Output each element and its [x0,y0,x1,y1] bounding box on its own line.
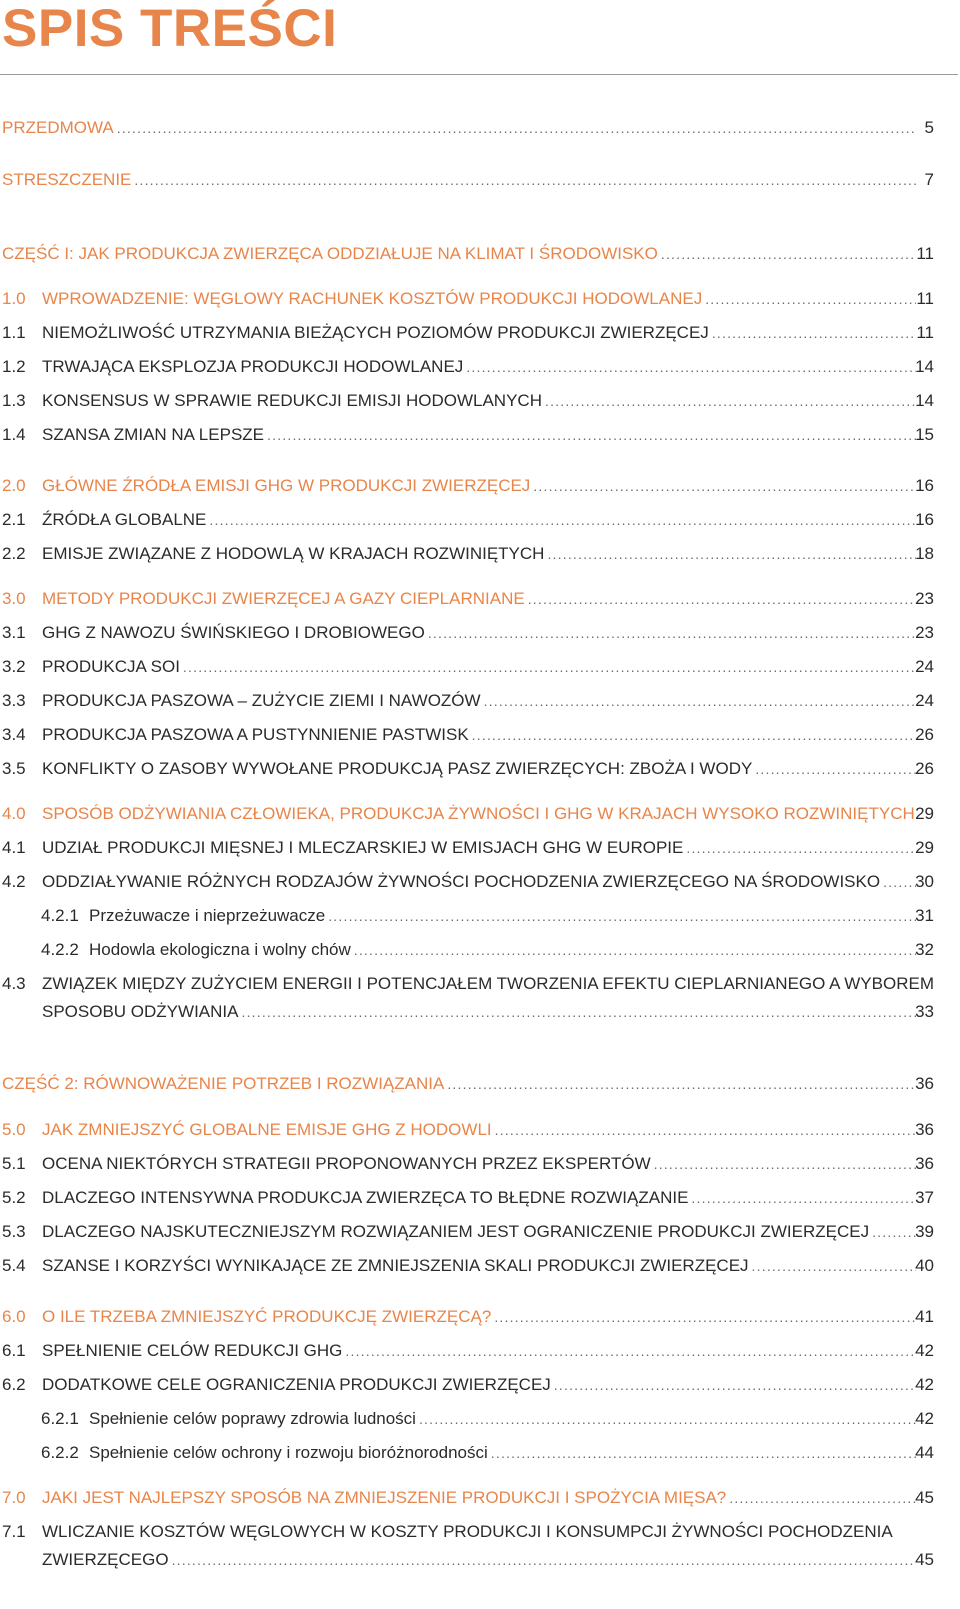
toc-entry-page: 45 [915,1550,934,1569]
dot-leader [183,653,916,681]
toc-entry-number: 5.0 [2,1120,26,1139]
toc-entry-page: 36 [915,1074,934,1093]
toc-entry-title: PRZEDMOWA [2,118,114,137]
toc-entry-title: DLACZEGO NAJSKUTECZNIEJSZYM ROZWIĄZANIEM JEST OGRANICZENIE PRODUKCJI ZWIERZĘCEJ [42,1222,870,1241]
toc-entry-title: ZWIĄZEK MIĘDZY ZUŻYCIEM ENERGII I POTENCJAŁEM TWORZENIA EFEKTU CIEPLARNIANEGO A WYBOREM [42,974,934,993]
dot-leader [209,506,916,534]
toc-entry-page: 29 [915,838,934,857]
toc-entry-number: 6.1 [2,1341,26,1360]
dot-leader [134,166,916,194]
dot-leader [705,285,916,313]
dot-leader [117,114,916,142]
toc-entry-page: 41 [915,1307,934,1326]
page-title: SPIS TREŚCI [2,0,338,58]
toc-entry-number: 3.0 [2,589,26,608]
dot-leader [472,721,916,749]
toc-entry-title: NIEMOŻLIWOŚĆ UTRZYMANIA BIEŻĄCYCH POZIOMÓW PRODUKCJI ZWIERZĘCEJ [42,323,709,342]
dot-leader [419,1405,916,1433]
dot-leader [528,585,916,613]
dot-leader [345,1337,916,1365]
toc-entry-title: METODY PRODUKCJI ZWIERZĘCEJ A GAZY CIEPLARNIANE [42,589,525,608]
toc-entry-title: ODDZIAŁYWANIE RÓŻNYCH RODZAJÓW ŻYWNOŚCI POCHODZENIA ZWIERZĘCEGO NA ŚRODOWISKO [42,872,881,891]
dot-leader [533,472,916,500]
toc-entry-page: 24 [915,691,934,710]
toc-entry-page: 31 [915,906,934,925]
dot-leader [484,687,916,715]
toc-entry-page: 26 [915,725,934,744]
toc-entry-number: 5.1 [2,1154,26,1173]
toc-entry-number: 1.2 [2,357,26,376]
toc-entry-page: 36 [915,1120,934,1139]
toc-entry-page: 16 [915,510,934,529]
toc-entry-page: 18 [915,544,934,563]
toc-entry-title: DLACZEGO INTENSYWNA PRODUKCJA ZWIERZĘCA TO BŁĘDNE ROZWIĄZANIE [42,1188,689,1207]
toc-entry-page: 26 [915,759,934,778]
toc-entry-page: 16 [915,476,934,495]
toc-entry-title: UDZIAŁ PRODUKCJI MIĘSNEJ I MLECZARSKIEJ W EMISJACH GHG W EUROPIE [42,838,684,857]
toc-entry-page: 42 [915,1375,934,1394]
dot-leader [241,998,916,1026]
toc-entry-title: OCENA NIEKTÓRYCH STRATEGII PROPONOWANYCH PRZEZ EKSPERTÓW [42,1154,651,1173]
dot-leader [267,421,916,449]
toc-entry-title: JAK ZMNIEJSZYĆ GLOBALNE EMISJE GHG Z HODOWLI [42,1120,492,1139]
toc-entry-page: 11 [916,323,934,342]
dot-leader [447,1070,916,1098]
dot-leader [883,868,916,896]
dot-leader [872,1218,916,1246]
dot-leader [712,319,916,347]
toc-entry-page: 30 [915,872,934,891]
toc-entry-title: KONFLIKTY O ZASOBY WYWOŁANE PRODUKCJĄ PASZ ZWIERZĘCYCH: ZBOŻA I WODY [42,759,753,778]
toc-entry-number: 4.2 [2,872,26,891]
dot-leader [654,1150,916,1178]
toc-entry-number: 3.1 [2,623,26,642]
toc-entry-title: O ILE TRZEBA ZMNIEJSZYĆ PRODUKCJĘ ZWIERZĘCĄ? [42,1307,492,1326]
toc-entry-title: Przeżuwacze i nieprzeżuwacze [89,906,326,925]
toc-entry-page: 5 [924,118,934,137]
toc-entry-page: 33 [915,1002,934,1021]
toc-entry-title-continued: SPOSOBU ODŻYWIANIA [42,1002,239,1021]
dot-leader [545,387,916,415]
toc-entry-page: 39 [915,1222,934,1241]
toc-entry-title: Spełnienie celów poprawy zdrowia ludności [89,1409,416,1428]
dot-leader [752,1252,916,1280]
dot-leader [491,1439,916,1467]
toc-entry-number: 2.0 [2,476,26,495]
toc-entry-page: 24 [915,657,934,676]
toc-entry-title: ŹRÓDŁA GLOBALNE [42,510,207,529]
dot-leader [729,1484,916,1512]
toc-entry-number: 1.1 [2,323,26,342]
toc-entry-number: 3.4 [2,725,26,744]
toc-entry-number: 4.0 [2,804,26,823]
toc-entry-title: GHG Z NAWOZU ŚWIŃSKIEGO I DROBIOWEGO [42,623,425,642]
toc-entry-page: 42 [915,1409,934,1428]
dot-leader [554,1371,916,1399]
toc-entry-number: 1.0 [2,289,26,308]
toc-entry-title: STRESZCZENIE [2,170,132,189]
toc-entry-number: 5.2 [2,1188,26,1207]
toc-entry-page: 32 [915,940,934,959]
toc-entry-number: 6.2 [2,1375,26,1394]
dot-leader [328,902,916,930]
toc-entry-page: 14 [915,391,934,410]
toc-entry-title: TRWAJĄCA EKSPLOZJA PRODUKCJI HODOWLANEJ [42,357,464,376]
toc-entry-number: 3.2 [2,657,26,676]
toc-entry-title: Hodowla ekologiczna i wolny chów [89,940,351,959]
toc-entry-title: CZĘŚĆ I: JAK PRODUKCJA ZWIERZĘCA ODDZIAŁUJE NA KLIMAT I ŚRODOWISKO [2,244,658,263]
dot-leader [547,540,916,568]
toc-entry-title: JAKI JEST NAJLEPSZY SPOSÓB NA ZMNIEJSZENIE PRODUKCJI I SPOŻYCIA MIĘSA? [42,1488,727,1507]
toc-entry-number: 2.2 [2,544,26,563]
toc-entry-title: PRODUKCJA PASZOWA – ZUŻYCIE ZIEMI I NAWOZÓW [42,691,481,710]
toc-entry-number: 7.0 [2,1488,26,1507]
dot-leader [495,1116,916,1144]
toc-entry-number: 4.3 [2,974,26,993]
toc-entry-title: PRODUKCJA PASZOWA A PUSTYNNIENIE PASTWISK [42,725,469,744]
toc-entry-page: 42 [915,1341,934,1360]
toc-entry-number: 7.1 [2,1522,26,1541]
dot-leader [466,353,916,381]
toc-entry-number: 1.3 [2,391,26,410]
toc-entry-page: 29 [915,804,934,823]
toc-entry-page: 45 [915,1488,934,1507]
toc-entry-title: SPOSÓB ODŻYWIANIA CZŁOWIEKA, PRODUKCJA ŻYWNOŚCI I GHG W KRAJACH WYSOKO ROZWINIĘTYCH [42,804,915,823]
toc-entry-page: 11 [916,289,934,308]
toc-entry-title: WPROWADZENIE: WĘGLOWY RACHUNEK KOSZTÓW PRODUKCJI HODOWLANEJ [42,289,703,308]
toc-entry-page: 14 [915,357,934,376]
toc-entry-number: 6.2.1 [41,1409,79,1428]
toc-entry-page: 7 [924,170,934,189]
toc-entry-title: SPEŁNIENIE CELÓW REDUKCJI GHG [42,1341,343,1360]
toc-entry-title: SZANSA ZMIAN NA LEPSZE [42,425,265,444]
dot-leader [755,755,916,783]
toc-entry-number: 3.3 [2,691,26,710]
toc-entry-page: 15 [915,425,934,444]
dot-leader [172,1546,916,1574]
toc-entry-title: CZĘŚĆ 2: RÓWNOWAŻENIE POTRZEB I ROZWIĄZANIA [2,1074,445,1093]
toc-entry-title: DODATKOWE CELE OGRANICZENIA PRODUKCJI ZWIERZĘCEJ [42,1375,551,1394]
toc-entry-number: 3.5 [2,759,26,778]
toc-entry-number: 6.2.2 [41,1443,79,1462]
toc-entry-number: 4.1 [2,838,26,857]
toc-entry-title: PRODUKCJA SOI [42,657,180,676]
toc-entry-number: 1.4 [2,425,26,444]
toc-entry-page: 37 [915,1188,934,1207]
toc-entry-page: 11 [916,244,934,263]
toc-entry-title-continued: ZWIERZĘCEGO [42,1550,169,1569]
toc-entry-number: 5.4 [2,1256,26,1275]
toc-entry-number: 4.2.2 [41,940,79,959]
toc-entry-number: 2.1 [2,510,26,529]
toc-entry-title: WLICZANIE KOSZTÓW WĘGLOWYCH W KOSZTY PRODUKCJI I KONSUMPCJI ŻYWNOŚCI POCHODZENIA [42,1522,893,1541]
dot-leader [494,1303,916,1331]
toc-entry-number: 4.2.1 [41,906,79,925]
dot-leader [354,936,916,964]
dot-leader [686,834,916,862]
dot-leader [428,619,916,647]
toc-entry-title: EMISJE ZWIĄZANE Z HODOWLĄ W KRAJACH ROZWINIĘTYCH [42,544,545,563]
toc-entry-number: 5.3 [2,1222,26,1241]
dot-leader [691,1184,916,1212]
toc-entry-title: GŁÓWNE ŹRÓDŁA EMISJI GHG W PRODUKCJI ZWIERZĘCEJ [42,476,531,495]
toc-entry-title: KONSENSUS W SPRAWIE REDUKCJI EMISJI HODOWLANYCH [42,391,542,410]
toc-entry-number: 6.0 [2,1307,26,1326]
toc-entry-page: 23 [915,589,934,608]
toc-entry-page: 40 [915,1256,934,1275]
toc-entry-page: 23 [915,623,934,642]
toc-entry-page: 44 [915,1443,934,1462]
toc-entry-page: 36 [915,1154,934,1173]
toc-entry-title: SZANSE I KORZYŚCI WYNIKAJĄCE ZE ZMNIEJSZENIA SKALI PRODUKCJI ZWIERZĘCEJ [42,1256,749,1275]
dot-leader [661,240,916,268]
toc-entry-title: Spełnienie celów ochrony i rozwoju bioróżnorodności [89,1443,488,1462]
